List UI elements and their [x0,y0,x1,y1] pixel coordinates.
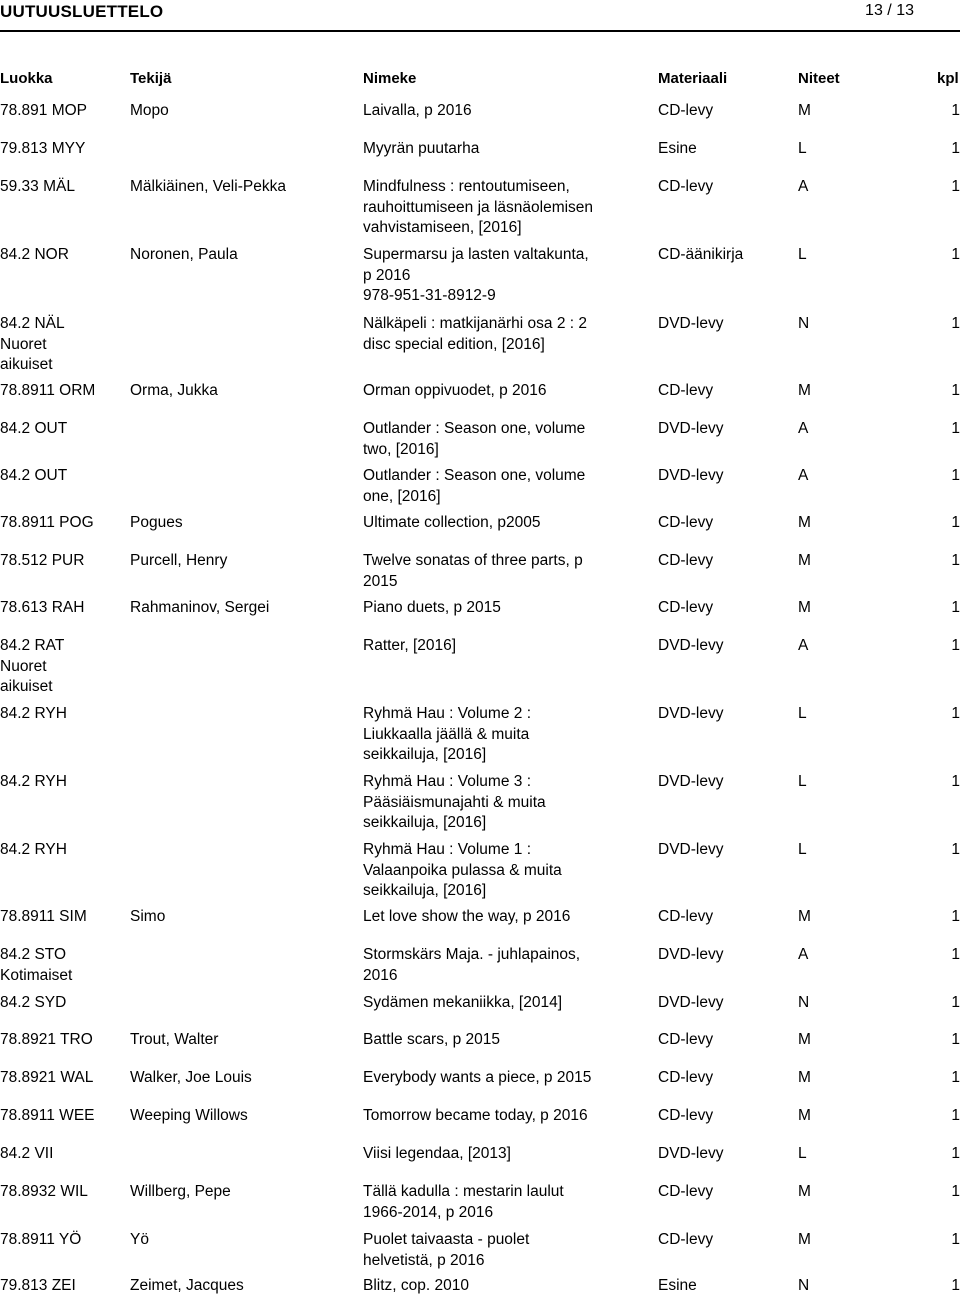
cell-nimeke-line: 978-951-31-8912-9 [363,287,496,304]
cell-nimeke-line: Liukkaalla jäällä & muita [363,725,530,743]
cell-tekija: Mopo [130,102,169,119]
cell-nimeke [363,1030,625,1051]
cell-nimeke-line: Let love show the way, p 2016 [363,908,571,925]
cell-nimeke [363,1182,625,1223]
cell-materiaali: DVD-levy [658,841,724,858]
cell-luokka [0,704,128,725]
cell-materiaali: DVD-levy [658,946,724,963]
cell-materiaali: DVD-levy [658,467,724,484]
cell-nimeke-line: Valaanpoika pulassa & muita [363,861,562,879]
cell-nimeke-line: 2015 [363,572,398,590]
cell-nimeke [363,1106,625,1127]
cell-tekija: Yö [130,1231,149,1248]
cell-nimeke [363,1230,625,1271]
cell-materiaali: DVD-levy [658,1145,724,1162]
cell-niteet: M [798,908,811,925]
cell-nimeke [363,1276,625,1297]
cell-luokka-line: 78.8911 ORM [0,382,96,399]
cell-luokka-line: 78.512 PUR [0,552,85,569]
cell-luokka [0,1182,128,1203]
cell-materiaali: DVD-levy [658,315,724,332]
cell-kpl: 1 [951,1145,960,1162]
cell-nimeke [363,245,625,307]
cell-nimeke [363,513,625,534]
cell-nimeke [363,772,625,834]
cell-materiaali: CD-levy [658,1069,714,1086]
cell-tekija: Zeimet, Jacques [130,1277,244,1294]
cell-niteet: M [798,1069,811,1086]
cell-nimeke [363,177,625,239]
cell-materiaali: CD-levy [658,599,714,616]
cell-kpl: 1 [951,102,960,119]
cell-nimeke-line: p 2016 [363,266,411,284]
cell-nimeke-line: 1966-2014, p 2016 [363,1203,494,1221]
cell-materiaali: CD-levy [658,1107,714,1124]
column-header-materiaali: Materiaali [658,70,728,87]
cell-nimeke-line: Sydämen mekaniikka, [2014] [363,994,563,1011]
cell-nimeke [363,1144,625,1165]
cell-luokka-line: 84.2 SYD [0,994,67,1011]
cell-luokka [0,598,128,619]
cell-luokka [0,551,128,572]
cell-luokka-line: 78.8921 WAL [0,1069,94,1086]
column-header-kpl: kpl [937,70,959,87]
cell-niteet: A [798,637,809,654]
cell-nimeke-line: Puolet taivaasta - puolet [363,1231,530,1248]
cell-luokka [0,419,128,440]
page-number [865,2,914,20]
cell-niteet: L [798,773,807,790]
cell-luokka-line: 84.2 STO [0,946,67,963]
cell-kpl: 1 [951,382,960,399]
cell-materiaali: Esine [658,1277,697,1294]
cell-luokka [0,945,128,986]
cell-nimeke [363,551,625,592]
cell-kpl: 1 [951,514,960,531]
cell-kpl: 1 [951,946,960,963]
cell-niteet: M [798,514,811,531]
cell-materiaali: CD-levy [658,382,714,399]
cell-nimeke-line: Stormskärs Maja. - juhlapainos, [363,946,581,963]
cell-nimeke-line: Outlander : Season one, volume [363,420,586,437]
cell-nimeke [363,1068,625,1089]
cell-nimeke [363,704,625,766]
cell-niteet: L [798,841,807,858]
cell-luokka-line: 78.613 RAH [0,599,85,616]
column-header-niteet: Niteet [798,70,840,87]
cell-kpl: 1 [951,1183,960,1200]
cell-materiaali: DVD-levy [658,637,724,654]
cell-nimeke [363,840,625,902]
cell-nimeke [363,381,625,402]
cell-nimeke-line: one, [2016] [363,487,441,505]
cell-luokka-line: 79.813 MYY [0,140,86,157]
page-header [0,0,960,32]
cell-niteet: M [798,102,811,119]
column-header-nimeke: Nimeke [363,70,417,87]
cell-luokka-line: Kotimaiset [0,966,73,984]
cell-materiaali: CD-levy [658,552,714,569]
cell-kpl: 1 [951,178,960,195]
cell-luokka [0,1030,128,1051]
cell-nimeke-line: seikkailuja, [2016] [363,746,487,763]
cell-luokka-line: 84.2 OUT [0,467,68,484]
cell-niteet: M [798,552,811,569]
cell-kpl: 1 [951,1231,960,1248]
document-title: UUTUUSLUETTELO [0,2,164,21]
cell-nimeke-line: Orman oppivuodet, p 2016 [363,382,547,399]
cell-luokka-line: 78.8911 SIM [0,908,87,925]
cell-luokka-line: 78.8911 YÖ [0,1231,82,1248]
cell-materiaali: CD-levy [658,1031,714,1048]
cell-luokka-line: aikuiset [0,356,53,373]
cell-kpl: 1 [951,1031,960,1048]
cell-luokka-line: 78.891 MOP [0,102,88,119]
cell-nimeke-line: Piano duets, p 2015 [363,599,501,616]
cell-kpl: 1 [951,637,960,654]
cell-luokka [0,513,128,534]
cell-kpl: 1 [951,420,960,437]
cell-luokka-line: aikuiset [0,678,53,695]
cell-kpl: 1 [951,1069,960,1086]
page-current: 13 [865,2,883,19]
cell-kpl: 1 [951,773,960,790]
cell-materiaali: CD-levy [658,514,714,531]
cell-luokka-line: 84.2 RAT [0,637,65,654]
cell-kpl: 1 [951,994,960,1011]
cell-luokka [0,381,128,402]
cell-tekija: Willberg, Pepe [130,1183,231,1200]
cell-luokka-line: 59.33 MÄL [0,178,75,195]
cell-luokka-line: 84.2 RYH [0,773,67,790]
cell-nimeke [363,466,625,507]
cell-nimeke-line: Nälkäpeli : matkijanärhi osa 2 : 2 [363,315,588,332]
cell-luokka [0,101,128,122]
cell-tekija: Trout, Walter [130,1031,219,1048]
cell-luokka-line: Nuoret [0,335,47,353]
cell-nimeke-line: Battle scars, p 2015 [363,1031,500,1048]
cell-materiaali: DVD-levy [658,705,724,722]
cell-nimeke-line: Ultimate collection, p2005 [363,514,541,531]
cell-nimeke-line: Twelve sonatas of three parts, p [363,552,583,569]
cell-luokka [0,993,128,1014]
cell-nimeke-line: vahvistamiseen, [2016] [363,219,522,236]
cell-nimeke [363,139,625,160]
cell-niteet: M [798,1107,811,1124]
cell-luokka [0,772,128,793]
cell-luokka [0,314,128,376]
cell-kpl: 1 [951,908,960,925]
cell-niteet: A [798,946,809,963]
cell-materiaali: CD-levy [658,178,714,195]
cell-niteet: A [798,420,809,437]
cell-luokka-line: 84.2 NOR [0,246,69,263]
cell-luokka-line: Nuoret [0,657,47,675]
cell-kpl: 1 [951,1107,960,1124]
cell-luokka [0,177,128,198]
cell-nimeke-line: Ryhmä Hau : Volume 2 : [363,705,531,722]
cell-niteet: L [798,1145,807,1162]
cell-tekija: Noronen, Paula [130,246,238,263]
cell-materiaali: DVD-levy [658,420,724,437]
cell-nimeke-line: Mindfulness : rentoutumiseen, [363,178,570,195]
cell-niteet: M [798,382,811,399]
cell-nimeke-line: disc special edition, [2016] [363,335,545,353]
page-separator: / [887,2,892,19]
cell-nimeke [363,945,625,986]
cell-niteet: M [798,1031,811,1048]
cell-luokka [0,1276,128,1297]
cell-materiaali: CD-levy [658,1231,714,1248]
cell-luokka-line: 79.813 ZEI [0,1277,76,1294]
cell-luokka-line: 78.8911 POG [0,514,94,531]
cell-tekija: Walker, Joe Louis [130,1069,252,1086]
cell-nimeke-line: Ryhmä Hau : Volume 1 : [363,841,531,858]
cell-nimeke [363,636,625,657]
cell-luokka-line: 84.2 VII [0,1145,54,1162]
cell-niteet: M [798,1231,811,1248]
cell-nimeke [363,598,625,619]
cell-kpl: 1 [951,140,960,157]
cell-nimeke-line: two, [2016] [363,440,439,458]
cell-nimeke-line: Supermarsu ja lasten valtakunta, [363,246,589,263]
cell-niteet: M [798,1183,811,1200]
cell-kpl: 1 [951,315,960,332]
cell-luokka-line: 78.8932 WIL [0,1183,88,1200]
cell-tekija: Pogues [130,514,183,531]
cell-luokka-line: 84.2 OUT [0,420,68,437]
cell-kpl: 1 [951,705,960,722]
cell-niteet: A [798,178,809,195]
cell-nimeke [363,314,625,355]
cell-tekija: Orma, Jukka [130,382,218,399]
cell-nimeke-line: Tomorrow became today, p 2016 [363,1107,588,1124]
cell-nimeke-line: Myyrän puutarha [363,140,480,157]
cell-luokka-line: 84.2 RYH [0,705,67,722]
cell-niteet: L [798,246,807,263]
cell-materiaali: DVD-levy [658,994,724,1011]
cell-materiaali: CD-äänikirja [658,246,744,263]
cell-nimeke-line: Everybody wants a piece, p 2015 [363,1069,592,1086]
cell-niteet: N [798,994,810,1011]
cell-luokka-line: 84.2 RYH [0,841,67,858]
cell-luokka [0,1144,128,1165]
cell-nimeke-line: Ratter, [2016] [363,637,457,654]
cell-luokka [0,139,128,160]
cell-tekija: Rahmaninov, Sergei [130,599,270,616]
cell-materiaali: CD-levy [658,102,714,119]
cell-nimeke [363,907,625,928]
cell-luokka-line: 84.2 NÄL [0,315,65,332]
cell-nimeke-line: 2016 [363,966,398,984]
cell-nimeke [363,419,625,460]
cell-luokka [0,466,128,487]
cell-luokka-line: 78.8911 WEE [0,1107,95,1124]
cell-materiaali: CD-levy [658,908,714,925]
cell-luokka [0,636,128,698]
cell-kpl: 1 [951,1277,960,1294]
cell-materiaali: Esine [658,140,697,157]
cell-nimeke-line: seikkailuja, [2016] [363,814,487,831]
cell-tekija: Simo [130,908,166,925]
cell-nimeke-line: Outlander : Season one, volume [363,467,586,484]
cell-luokka [0,245,128,266]
cell-nimeke-line: Pääsiäismunajahti & muita [363,793,546,811]
cell-materiaali: CD-levy [658,1183,714,1200]
cell-tekija: Weeping Willows [130,1107,248,1124]
cell-nimeke-line: Ryhmä Hau : Volume 3 : [363,773,531,790]
cell-luokka-line: 78.8921 TRO [0,1031,93,1048]
cell-kpl: 1 [951,599,960,616]
cell-nimeke-line: seikkailuja, [2016] [363,882,487,899]
column-header-tekija: Tekijä [130,70,172,87]
cell-nimeke [363,101,625,122]
cell-kpl: 1 [951,552,960,569]
cell-nimeke-line: Laivalla, p 2016 [363,102,472,119]
cell-nimeke-line: Blitz, cop. 2010 [363,1277,469,1294]
cell-luokka [0,1068,128,1089]
cell-nimeke [363,993,625,1014]
cell-niteet: L [798,705,807,722]
cell-nimeke-line: rauhoittumiseen ja läsnäolemisen [363,198,594,216]
cell-kpl: 1 [951,841,960,858]
cell-materiaali: DVD-levy [658,773,724,790]
cell-kpl: 1 [951,246,960,263]
cell-nimeke-line: helvetistä, p 2016 [363,1251,485,1269]
cell-luokka [0,840,128,861]
cell-nimeke-line: Tällä kadulla : mestarin laulut [363,1183,564,1200]
page-total: 13 [896,2,914,19]
column-header-luokka: Luokka [0,70,53,87]
cell-niteet: N [798,1277,810,1294]
cell-luokka [0,1230,128,1251]
cell-niteet: M [798,599,811,616]
cell-luokka [0,907,128,928]
cell-nimeke-line: Viisi legendaa, [2013] [363,1145,511,1162]
cell-tekija: Mälkiäinen, Veli-Pekka [130,178,286,195]
cell-niteet: A [798,467,809,484]
cell-niteet: N [798,315,810,332]
cell-niteet: L [798,140,807,157]
cell-kpl: 1 [951,467,960,484]
cell-tekija: Purcell, Henry [130,552,228,569]
cell-luokka [0,1106,128,1127]
